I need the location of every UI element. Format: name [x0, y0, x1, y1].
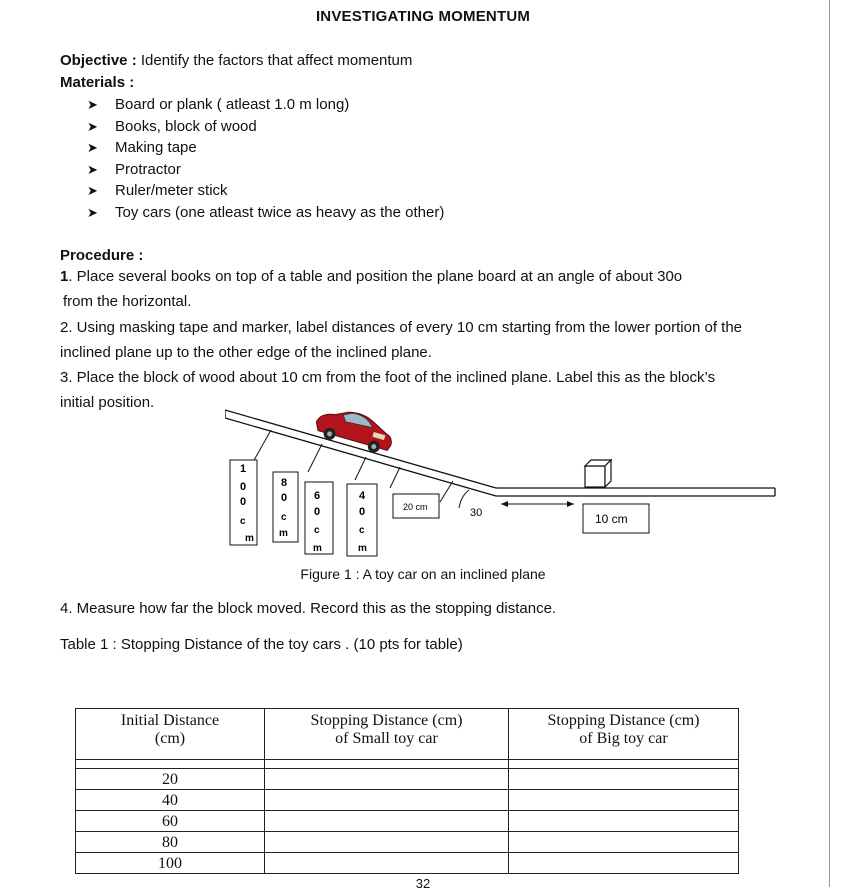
arrow-left-icon — [501, 501, 508, 507]
table-row: 60 — [76, 811, 739, 832]
label-80cm-3: c — [281, 512, 287, 523]
tick-mark — [355, 457, 366, 480]
objective-line — [60, 52, 412, 69]
material-item — [87, 96, 349, 113]
arrow-bullet-icon: ➤ — [87, 140, 98, 155]
label-100cm-5: m — [245, 533, 254, 544]
stopping-distance-table — [75, 708, 739, 874]
big-car-cell[interactable] — [509, 769, 739, 790]
table-caption: Table 1 : Stopping Distance of the toy cars . (10 pts for table) — [60, 636, 463, 653]
procedure-step-2-cont: inclined plane up to the other edge of the inclined plane. — [60, 344, 432, 361]
table-row: 100 — [76, 853, 739, 874]
table-row: 80 — [76, 832, 739, 853]
material-item — [87, 182, 228, 199]
tick-mark — [253, 430, 271, 462]
material-text: Protractor — [115, 161, 181, 178]
table-spacer-row — [76, 760, 739, 769]
procedure-step-1-cont: from the horizontal. — [63, 293, 192, 310]
procedure-step-3: 3. Place the block of wood about 10 cm from the foot of the inclined plane. Label this as the block’s — [60, 369, 716, 386]
toy-car-image — [313, 403, 397, 457]
material-text: Books, block of wood — [115, 118, 257, 135]
big-car-cell[interactable] — [509, 832, 739, 853]
label-40cm-1: 4 — [359, 490, 366, 502]
header-initial-distance: Initial Distance (cm) — [76, 709, 265, 760]
small-car-cell[interactable] — [265, 769, 509, 790]
material-text: Making tape — [115, 139, 197, 156]
material-item — [87, 204, 444, 221]
inclined-plane-figure — [225, 400, 785, 560]
label-60cm-2: 0 — [314, 506, 321, 518]
step-number: 1 — [60, 268, 69, 285]
tick-mark — [308, 444, 322, 472]
small-car-cell[interactable] — [265, 832, 509, 853]
arrow-bullet-icon: ➤ — [87, 205, 98, 220]
objective-text: Identify the factors that affect momentum — [140, 52, 413, 69]
label-100cm-4: c — [240, 516, 246, 527]
label-100cm-3: 0 — [240, 496, 247, 508]
label-100cm-2: 0 — [240, 481, 247, 493]
arrow-bullet-icon: ➤ — [87, 97, 98, 112]
material-text: Ruler/meter stick — [115, 182, 228, 199]
material-item — [87, 118, 257, 135]
material-text: Toy cars (one atleast twice as heavy as the other) — [115, 204, 445, 221]
tick-mark — [390, 467, 400, 488]
material-item — [87, 139, 197, 156]
material-text: Board or plank ( atleast 1.0 m long) — [115, 96, 350, 113]
arrow-bullet-icon: ➤ — [87, 119, 98, 134]
label-80cm-4: m — [279, 528, 288, 539]
procedure-step-4: 4. Measure how far the block moved. Record this as the stopping distance. — [60, 600, 557, 617]
procedure-label: Procedure : — [60, 247, 144, 264]
tick-mark — [440, 481, 453, 502]
procedure-step-1 — [60, 268, 682, 285]
label-80cm-1: 8 — [281, 477, 288, 489]
label-60cm-1: 6 — [314, 490, 321, 502]
wood-block — [585, 460, 611, 487]
arrow-bullet-icon: ➤ — [87, 162, 98, 177]
step-text: . Place several books on top of a table and position the plane board at an angle of about 30o — [68, 268, 683, 285]
arrow-right-icon — [567, 501, 574, 507]
label-100cm-1: 1 — [240, 463, 247, 475]
label-40cm-3: c — [359, 525, 365, 536]
material-item — [87, 161, 181, 178]
procedure-step-2: 2. Using masking tape and marker, label distances of every 10 cm starting from the lower portion of the — [60, 319, 743, 336]
small-car-cell[interactable] — [265, 811, 509, 832]
page-border-line — [829, 0, 830, 887]
procedure-step-3-cont: initial position. — [60, 394, 155, 411]
table-row: 40 — [76, 790, 739, 811]
page-title: INVESTIGATING MOMENTUM — [315, 8, 531, 25]
label-40cm-2: 0 — [359, 506, 366, 518]
table-row: 20 — [76, 769, 739, 790]
table-header-row — [76, 709, 739, 760]
big-car-cell[interactable] — [509, 790, 739, 811]
small-car-cell[interactable] — [265, 790, 509, 811]
header-big-car: Stopping Distance (cm) of Big toy car — [509, 709, 739, 760]
small-car-cell[interactable] — [265, 853, 509, 874]
angle-arc — [459, 490, 469, 508]
label-60cm-3: c — [314, 525, 320, 536]
header-small-car: Stopping Distance (cm) of Small toy car — [265, 709, 509, 760]
angle-label: 30 — [470, 507, 483, 519]
big-car-cell[interactable] — [509, 811, 739, 832]
materials-label: Materials : — [60, 74, 135, 91]
big-car-cell[interactable] — [509, 853, 739, 874]
label-40cm-4: m — [358, 543, 367, 554]
label-block-distance: 10 cm — [595, 512, 628, 526]
figure-caption: Figure 1 : A toy car on an inclined plane — [300, 566, 546, 582]
page-number: 32 — [415, 876, 431, 891]
objective-label: Objective : — [60, 52, 137, 69]
arrow-bullet-icon: ➤ — [87, 183, 98, 198]
label-20cm: 20 cm — [403, 502, 428, 512]
label-60cm-4: m — [313, 543, 322, 554]
label-80cm-2: 0 — [281, 492, 288, 504]
